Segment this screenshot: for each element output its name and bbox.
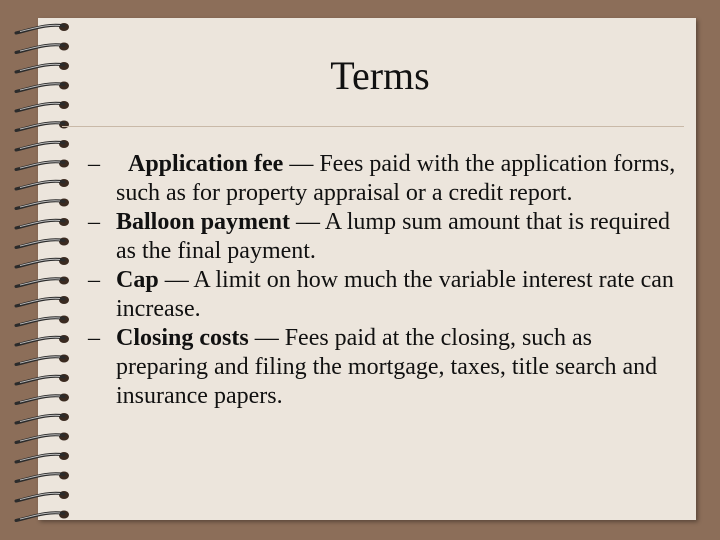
binding-coil [16, 413, 69, 423]
term-name: Cap [116, 267, 159, 293]
binding-coil [16, 472, 69, 482]
term-name: Closing costs [116, 325, 249, 351]
binding-coil [16, 43, 69, 53]
binding-coil [16, 238, 69, 248]
binding-coil [16, 218, 69, 228]
terms-list [88, 150, 688, 411]
term-item-cap [88, 266, 688, 324]
binding-coil [16, 355, 69, 365]
term-definition: Fees paid with the application forms, such as for property appraisal or a credit report. [116, 151, 676, 206]
term-name: Balloon payment [116, 209, 291, 235]
dash-bullet: – [88, 325, 100, 351]
binding-coil [16, 335, 69, 345]
binding-coil [16, 101, 69, 111]
term-item-balloon-payment [88, 208, 688, 266]
binding-coil [16, 199, 69, 209]
binding-coil [16, 491, 69, 501]
term-name: Application fee [128, 151, 284, 177]
binding-coil [16, 394, 69, 404]
dash-bullet: – [88, 151, 100, 177]
term-separator: — [290, 209, 325, 235]
term-definition: Fees paid at the closing, such as preparing and filing the mortgage, taxes, title search and insurance papers. [116, 325, 658, 409]
term-item-closing-costs [88, 324, 688, 411]
dash-bullet: – [88, 267, 100, 293]
binding-coil [16, 452, 69, 462]
binding-coil [16, 316, 69, 326]
binding-coil [16, 374, 69, 384]
term-item-application-fee [88, 150, 688, 208]
dash-bullet: – [88, 209, 100, 235]
binding-coil [16, 433, 69, 443]
binding-coil [16, 257, 69, 267]
term-separator: — [248, 325, 285, 351]
binding-coil [16, 62, 69, 72]
term-separator: — [283, 151, 320, 177]
term-definition: A limit on how much the variable interest rate can increase. [116, 267, 674, 322]
binding-coil [16, 277, 69, 287]
binding-coil [16, 23, 69, 33]
binding-coil [16, 160, 69, 170]
binding-coil [16, 82, 69, 92]
binding-coil [16, 296, 69, 306]
term-separator: — [158, 267, 194, 293]
binding-coil [16, 179, 69, 189]
binding-coil [16, 140, 69, 150]
term-definition: A lump sum amount that is required as the final payment. [116, 209, 671, 264]
slide-title: Terms [330, 53, 430, 98]
spiral-binding [0, 0, 80, 540]
binding-coil [16, 511, 69, 521]
title-divider [62, 126, 684, 127]
